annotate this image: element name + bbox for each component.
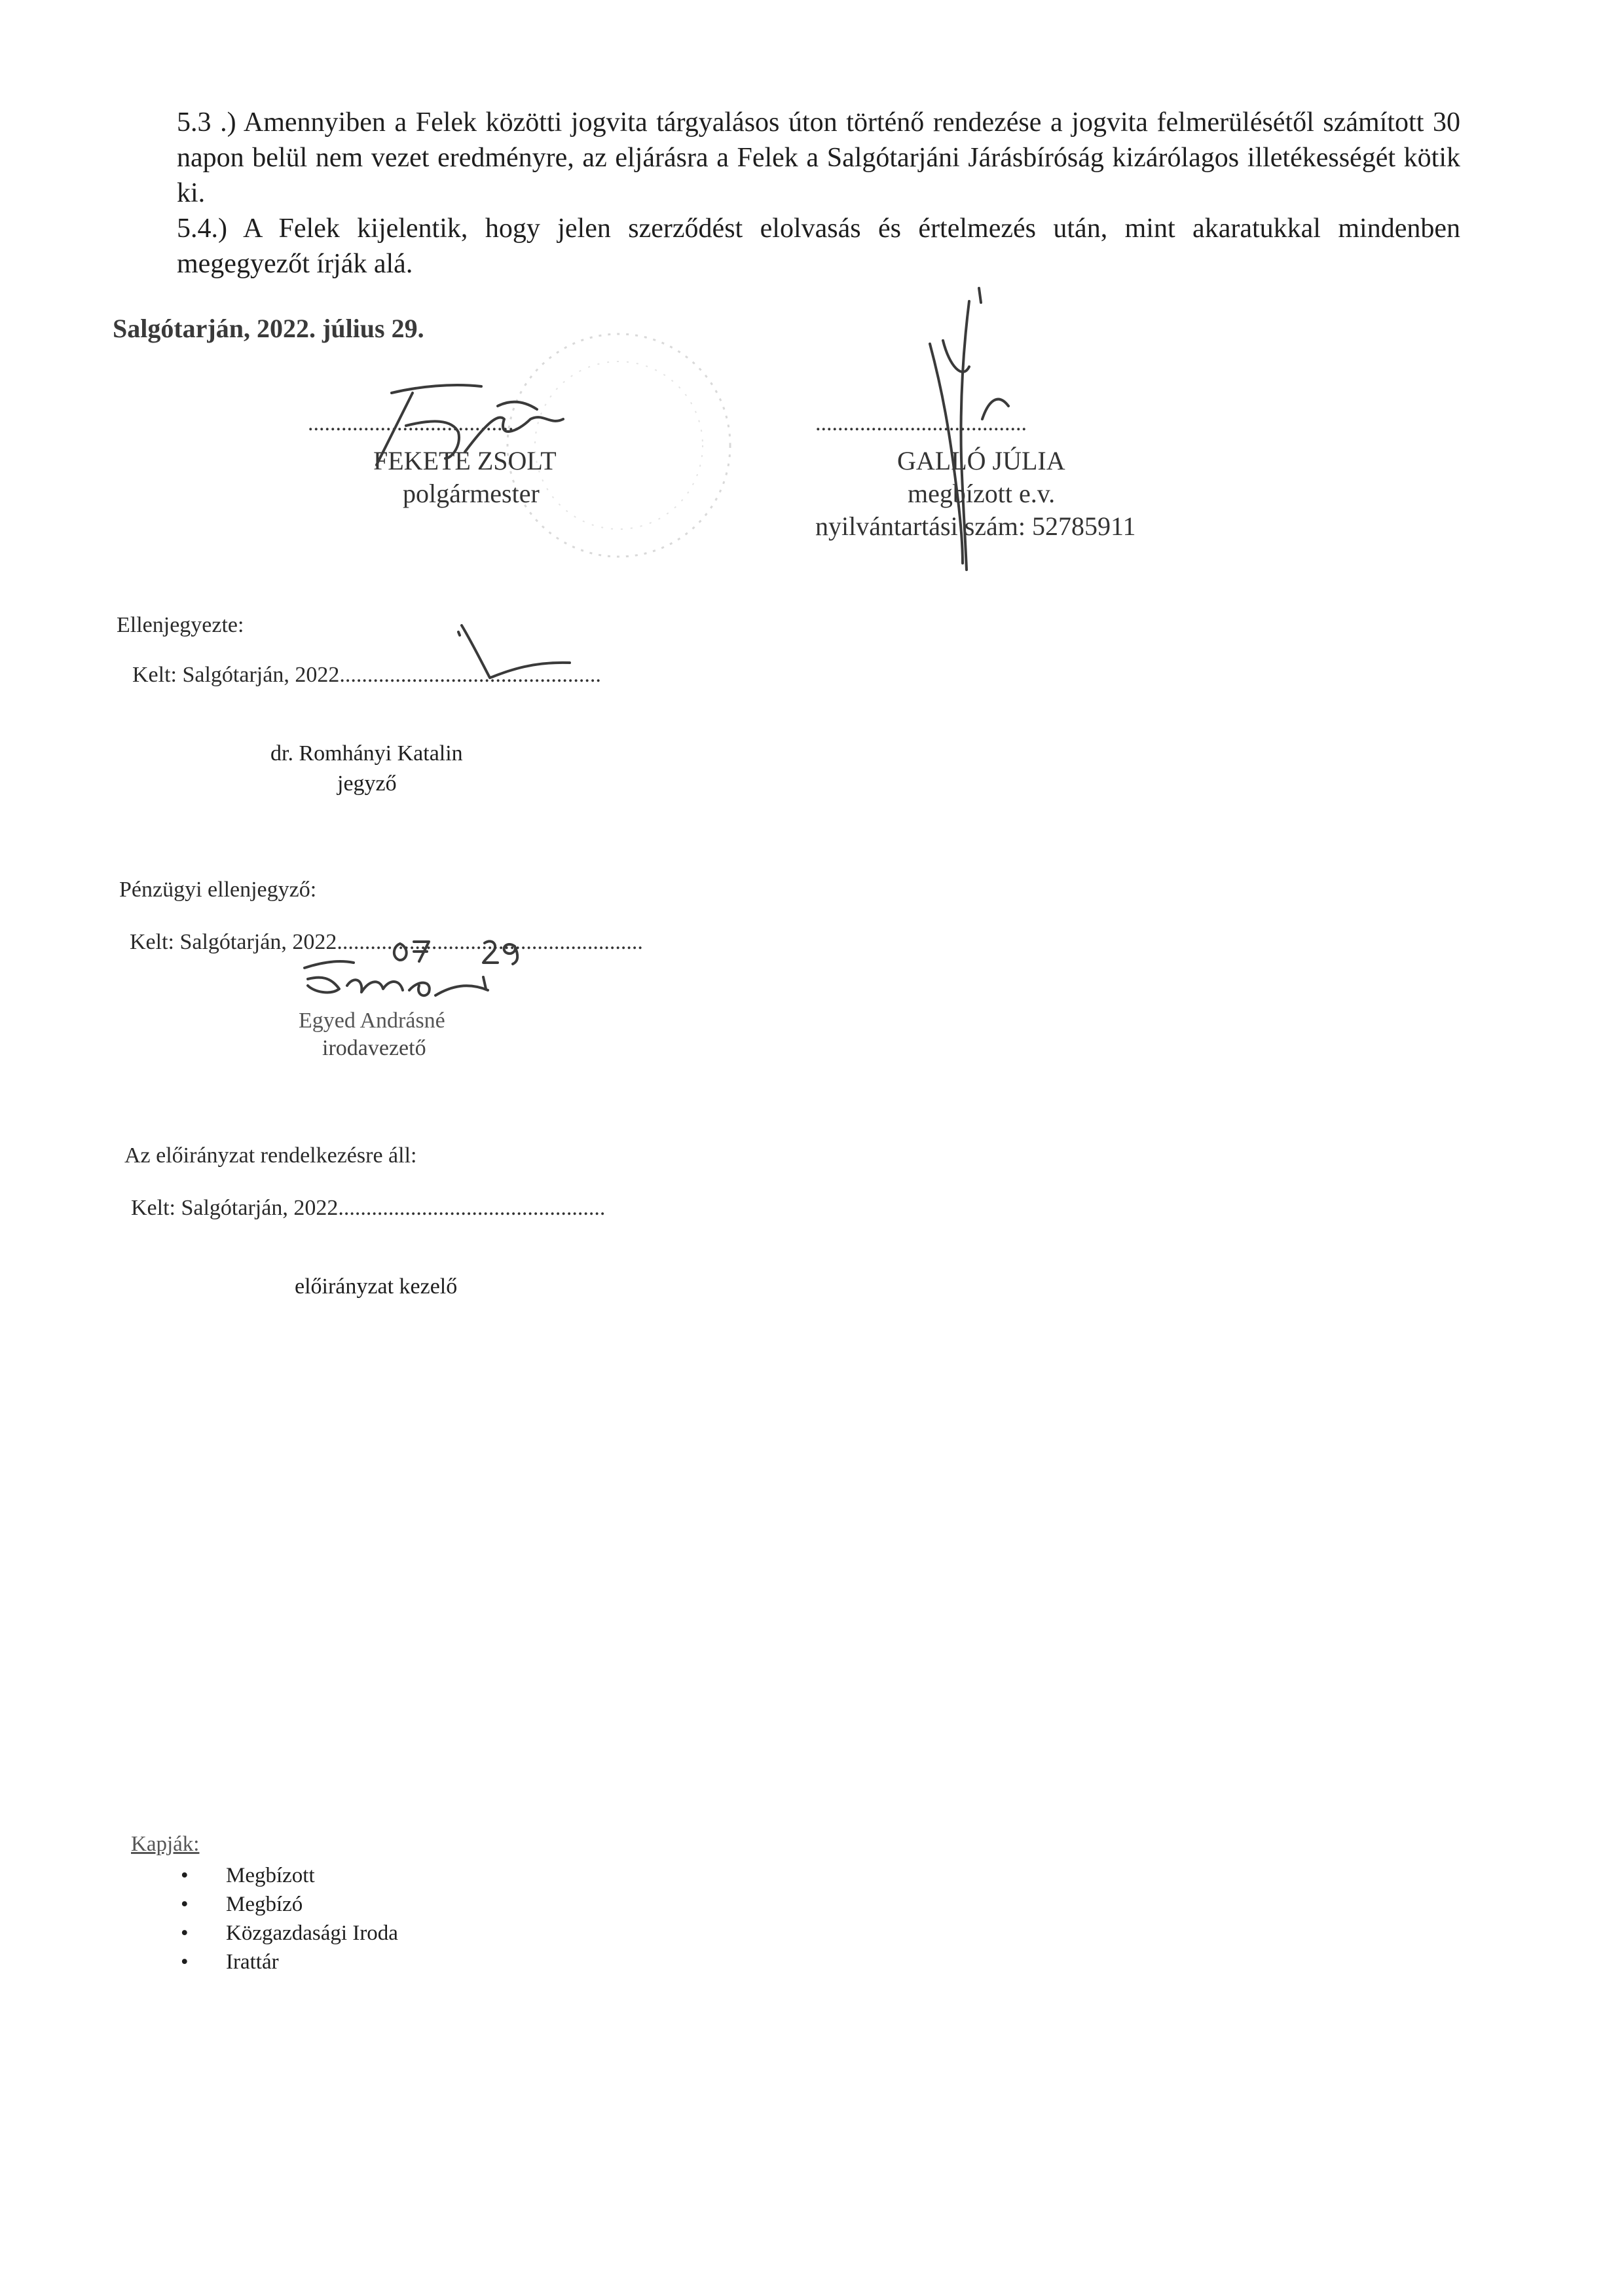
right-signatory-title: megbízott e.v. (908, 479, 1056, 508)
clause-5-3: 5.3 .) Amennyiben a Felek közötti jogvita tárgyalásos úton történő rendezése a jogvita felmerülésétől számított 30 napon belül nem vezet eredményre, az eljárásra a Felek a Salgótarjáni Járásbíróság kizárólagos illetékességét kötik ki. (177, 107, 1460, 208)
financial-kelt (130, 930, 643, 955)
appropriation-label: Az előirányzat rendelkezésre áll: (124, 1143, 417, 1168)
appropriation-date-line: ............................................... (343, 1196, 606, 1220)
place-date: Salgótarján, 2022. július 29. (113, 314, 424, 343)
financial-kelt-text: Kelt: Salgótarján, 2022. (130, 930, 342, 954)
financial-title: irodavezető (322, 1036, 426, 1060)
countersign-kelt-text: Kelt: Salgótarján, 2022. (132, 663, 345, 687)
recipients-title: Kapják: (131, 1832, 200, 1856)
financial-date-line: ...................................................... (342, 930, 643, 954)
countersign-label: Ellenjegyezte: (117, 613, 244, 637)
countersign-name: dr. Romhányi Katalin (270, 741, 463, 766)
financial-name: Egyed Andrásné (299, 1009, 445, 1033)
recipients-list (177, 1861, 398, 1976)
left-signatory-name: FEKETE ZSOLT (373, 446, 557, 475)
right-signatory-name: GALLÓ JÚLIA (897, 446, 1065, 475)
appropriation-kelt (131, 1196, 605, 1221)
countersign-title: jegyző (337, 771, 397, 796)
financial-label: Pénzügyi ellenjegyző: (119, 878, 317, 902)
list-item: • Irattár (177, 1948, 398, 1976)
right-signature-line: ...................................... (815, 411, 1027, 435)
right-registry-number: nyilvántartási szám: 52785911 (815, 511, 1136, 541)
countersign-date-line: .............................................. (344, 663, 601, 687)
list-item: • Közgazdasági Iroda (177, 1919, 398, 1948)
appropriation-kelt-text: Kelt: Salgótarján, 2022. (131, 1196, 344, 1220)
handwritten-day (482, 923, 483, 924)
list-item: • Megbízott (177, 1861, 398, 1890)
appropriation-role: előirányzat kezelő (295, 1274, 458, 1299)
countersign-kelt (132, 663, 601, 688)
handwritten-month (390, 923, 391, 924)
left-signature-line: ...................................... (308, 411, 519, 435)
left-signatory-title: polgármester (403, 479, 540, 508)
clause-5-4: 5.4.) A Felek kijelentik, hogy jelen szerződést elolvasás és értelmezés után, mint akaratukkal mindenben megegyezőt írják alá. (177, 213, 1460, 279)
list-item: • Megbízó (177, 1890, 398, 1919)
